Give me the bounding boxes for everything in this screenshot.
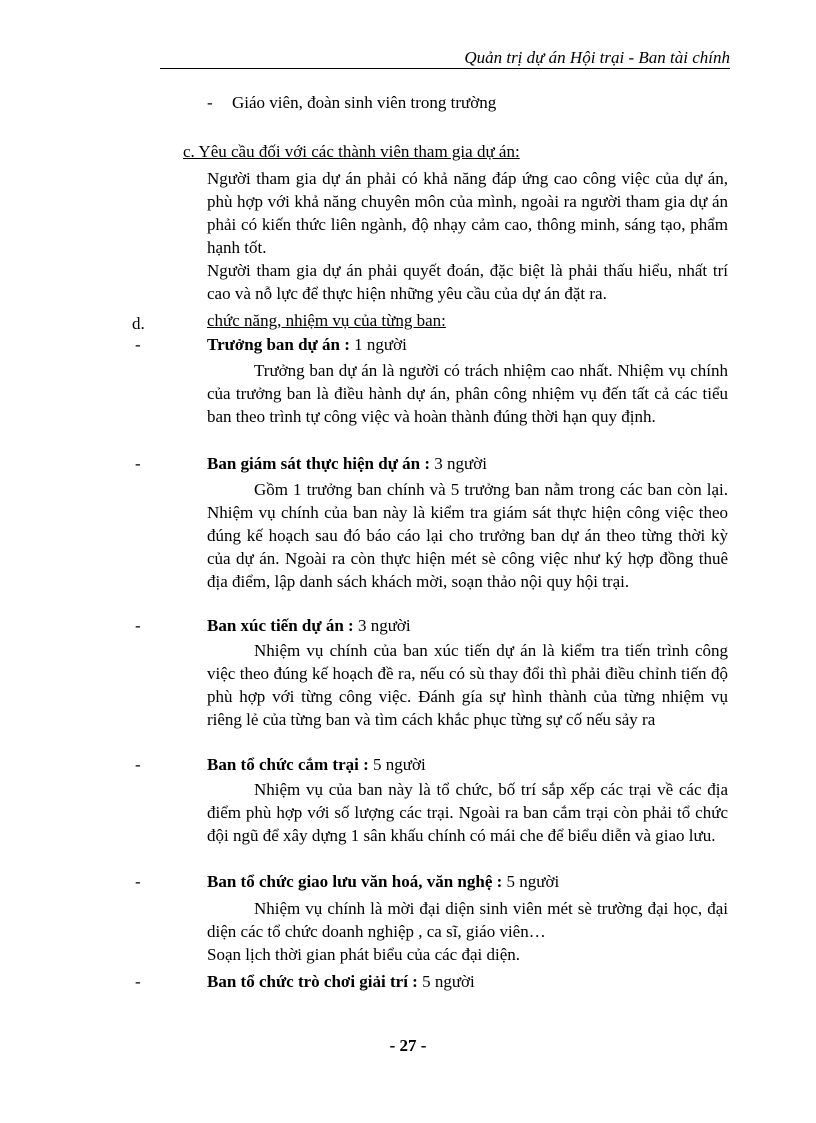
list-dash: - [207, 93, 213, 112]
board-title: Ban giám sát thực hiện dự án : [207, 454, 431, 473]
board-heading [207, 971, 475, 993]
board-count: 1 người [349, 335, 407, 354]
list-dash: - [135, 335, 141, 354]
board-heading [207, 334, 407, 356]
page-number: - 27 - [389, 1036, 427, 1055]
section-c-paragraph: Người tham gia dự án phải quyết đoán, đặc biệt là phải thấu hiểu, nhất trí cao và nỗ lực để thực hiện những yêu cầu của dự án đặt ra. [207, 261, 728, 303]
board-title: Ban tổ chức cắm trại : [207, 755, 369, 774]
board-description: Gồm 1 trưởng ban chính và 5 trưởng ban nằm trong các ban còn lại. Nhiệm vụ chính của ban này là kiểm tra giám sát thực hiện công việc theo đúng kế hoạch sau đó báo cáo lại cho trưởng ban dự án theo từng thời kỳ của dự án. Ngoài ra còn thực hiện mét sè công việc như ký hợp đồng thuê địa điểm, lập danh sách khách mời, soạn thảo nội quy hội trại. [207, 480, 728, 591]
board-count: 5 người [417, 972, 475, 991]
list-dash: - [135, 972, 141, 991]
board-description: Nhiệm vụ chính của ban xúc tiến dự án là kiểm tra tiến trình công việc theo đúng kế hoạch đề ra, nếu có sù thay đổi thì phải điều chỉnh tiến độ phù hợp với từng công việc. Đánh gía sự hình thành của từng nhiệm vụ riêng lẻ của từng ban và tìm cách khắc phục từng sự cố nếu sảy ra [207, 641, 728, 729]
board-heading [207, 871, 559, 893]
header-title: Quản trị dự án Hội trại - Ban tài chính [464, 48, 730, 67]
board-description: Nhiệm vụ của ban này là tổ chức, bố trí sắp xếp các trại về các địa điểm phù hợp với số lượng các trại. Ngoài ra ban cắm trại còn phải tổ chức đội ngũ để xây dựng 1 sân khấu chính có mái che để biểu diễn và giao lưu. [207, 780, 728, 845]
board-title: Trưởng ban dự án : [207, 335, 350, 354]
board-description: Trưởng ban dự án là người có trách nhiệm cao nhất. Nhiệm vụ chính của trưởng ban là điều hành dự án, phân công nhiệm vụ đến tất cả các tiểu ban theo trình tự công việc và hoàn thành đúng thời hạn quy định. [207, 361, 728, 426]
section-d-label: d. [132, 314, 145, 333]
board-title: Ban tổ chức trò chơi giải trí : [207, 972, 418, 991]
board-heading [207, 453, 487, 475]
board-count: 5 người [368, 755, 426, 774]
board-extra-note: Soạn lịch thời gian phát biểu của các đại diện. [207, 945, 520, 964]
board-heading [207, 754, 426, 776]
board-count: 3 người [430, 454, 487, 473]
board-heading [207, 615, 411, 637]
section-c-heading: c. Yêu cầu đối với các thành viên tham gia dự án: [183, 142, 520, 161]
board-count: 5 người [502, 872, 560, 891]
board-count: 3 người [353, 616, 411, 635]
board-title: Ban xúc tiến dự án : [207, 616, 354, 635]
board-description: Nhiệm vụ chính là mời đại diện sinh viên mét sè trường đại học, đại diện các tổ chức doanh nghiệp , ca sĩ, giáo viên… [207, 899, 728, 941]
intro-item-text: Giáo viên, đoàn sinh viên trong trường [232, 93, 497, 112]
list-dash: - [135, 616, 141, 635]
section-d-heading: chức năng, nhiệm vụ của từng ban: [207, 311, 446, 330]
board-title: Ban tổ chức giao lưu văn hoá, văn nghệ : [207, 872, 503, 891]
list-dash: - [135, 454, 141, 473]
list-dash: - [135, 755, 141, 774]
running-header [160, 48, 730, 69]
section-c-paragraph: Người tham gia dự án phải có khả năng đáp ứng cao công việc của dự án, phù hợp với khả năng chuyên môn của mình, ngoài ra người tham gia dự án phải có kiến thức liên ngành, độ nhạy cảm cao, thông minh, sáng tạo, phẩm hạnh tốt. [207, 169, 728, 257]
list-dash: - [135, 872, 141, 891]
